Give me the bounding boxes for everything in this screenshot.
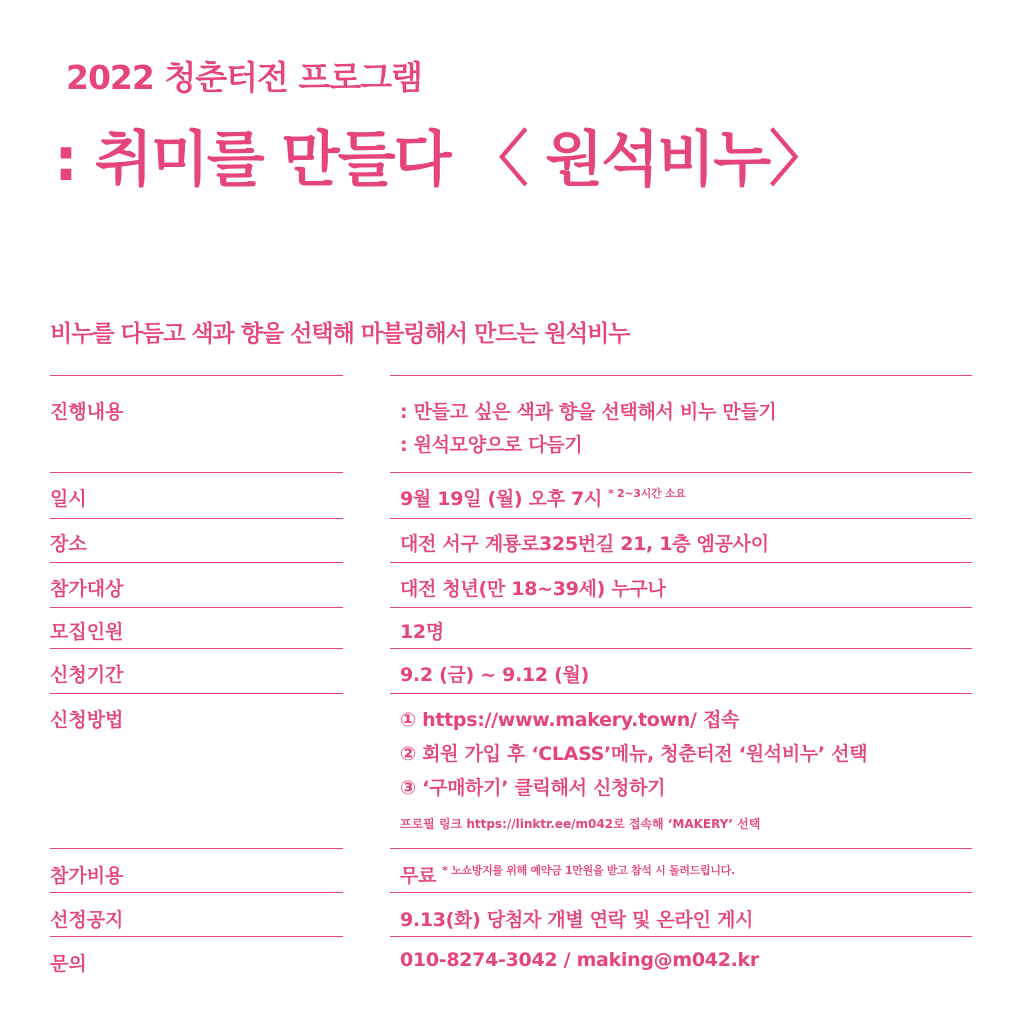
divider <box>50 693 343 694</box>
divider <box>50 472 343 473</box>
divider <box>50 936 343 937</box>
divider <box>390 472 972 473</box>
divider <box>390 693 972 694</box>
divider <box>50 518 343 519</box>
divider-top-left <box>50 375 343 376</box>
label-method: 신청방법 <box>50 709 124 731</box>
fee-note: * 노쇼방지를 위해 예약금 1만원을 받고 참석 시 돌려드립니다. <box>442 864 735 877</box>
value-fee <box>400 861 735 888</box>
label-contact: 문의 <box>50 953 87 975</box>
value-target: 대전 청년(만 18~39세) 누구나 <box>400 578 666 600</box>
value-place: 대전 서구 계룡로325번길 21, 1층 엠공사이 <box>400 533 769 555</box>
label-capacity: 모집인원 <box>50 621 124 643</box>
divider <box>390 848 972 849</box>
divider <box>390 892 972 893</box>
divider <box>50 892 343 893</box>
divider <box>50 607 343 608</box>
title-line-1: 2022 청춘터전 프로그램 <box>66 58 422 97</box>
divider <box>390 607 972 608</box>
divider <box>390 562 972 563</box>
divider-top-right <box>390 375 972 376</box>
value-method-note: 프로필 링크 https://linktr.ee/m042로 접속해 ‘MAKERY’ 선택 <box>400 817 761 831</box>
value-method-step1: ① https://www.makery.town/ 접속 <box>400 709 740 731</box>
value-method-step3: ③ ‘구매하기’ 클릭해서 신청하기 <box>400 777 666 799</box>
divider <box>50 648 343 649</box>
value-contact: 010-8274-3042 / making@m042.kr <box>400 949 759 971</box>
label-date: 일시 <box>50 488 87 510</box>
value-method-step2: ② 회원 가입 후 ‘CLASS’메뉴, 청춘터전 ‘원석비누’ 선택 <box>400 743 868 765</box>
label-place: 장소 <box>50 533 87 555</box>
date-text: 9월 19일 (월) 오후 7시 <box>400 488 603 510</box>
value-capacity: 12명 <box>400 621 444 643</box>
divider <box>390 518 972 519</box>
fee-text: 무료 <box>400 865 437 887</box>
subtitle: 비누를 다듬고 색과 향을 선택해 마블링해서 만드는 원석비누 <box>50 321 630 347</box>
label-fee: 참가비용 <box>50 865 124 887</box>
label-content: 진행내용 <box>50 401 124 423</box>
divider <box>50 848 343 849</box>
label-announce: 선정공지 <box>50 909 124 931</box>
divider <box>50 562 343 563</box>
label-period: 신청기간 <box>50 664 124 686</box>
value-content-2: : 원석모양으로 다듬기 <box>400 434 583 456</box>
value-announce: 9.13(화) 당첨자 개별 연락 및 온라인 게시 <box>400 909 754 931</box>
divider <box>390 648 972 649</box>
divider <box>390 936 972 937</box>
date-note: * 2~3시간 소요 <box>608 487 686 500</box>
value-date <box>400 484 686 511</box>
value-content-1: : 만들고 싶은 색과 향을 선택해서 비누 만들기 <box>400 401 777 423</box>
value-period: 9.2 (금) ~ 9.12 (월) <box>400 664 589 686</box>
title-line-2: : 취미를 만들다 〈 원석비누〉 <box>54 125 828 195</box>
label-target: 참가대상 <box>50 578 124 600</box>
